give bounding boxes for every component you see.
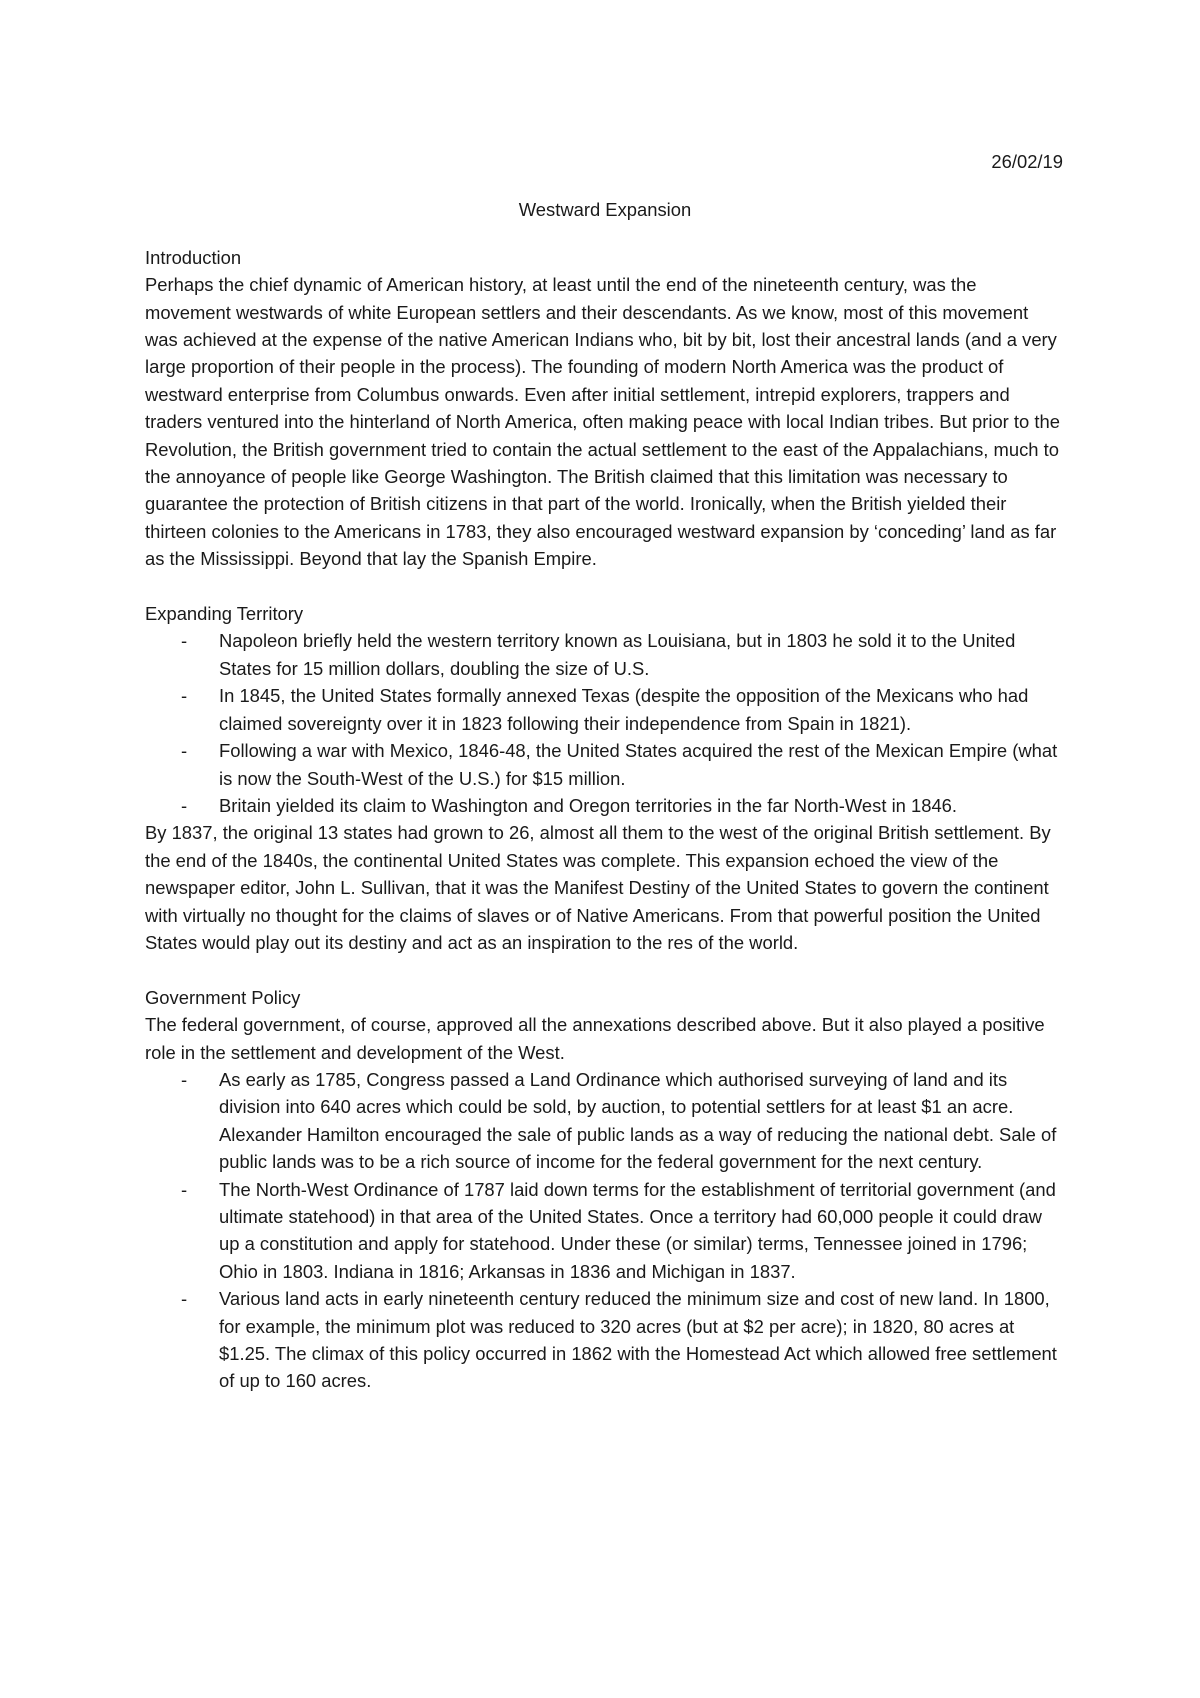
expanding-territory-heading: Expanding Territory — [145, 603, 304, 625]
document-date: 26/02/19 — [991, 151, 1063, 172]
introduction-heading: Introduction — [145, 246, 242, 268]
list-item: - Britain yielded its claim to Washington and Oregon territories in the far North-West in 1846. — [145, 792, 1085, 819]
government-policy-heading: Government Policy — [145, 986, 301, 1008]
document-title: Westward Expansion — [518, 199, 692, 221]
document-content — [145, 148, 1065, 1395]
expanding-territory-list — [145, 627, 1065, 819]
list-item: - Following a war with Mexico, 1846-48, the United States acquired the rest of the Mexican Empire (what is now the South-West of the U.S.) for $15 million. — [145, 737, 1065, 792]
expanding-territory-paragraph: By 1837, the original 13 states had grown to 26, almost all them to the west of the original British settlement. By the end of the 1840s, the continental United States was complete. This expansion echoed the view of the newspaper editor, John L. Sullivan, that it was the Manifest Destiny of the United States to govern the continent with virtually no thought for the claims of slaves or of Native Americans. From that powerful position the United States would play out its destiny and act as an inspiration to the res of the world. — [145, 822, 1051, 953]
list-item: - In 1845, the United States formally annexed Texas (despite the opposition of the Mexicans who had claimed sovereignty over it in 1823 following their independence from Spain in 1821). — [145, 682, 1065, 737]
list-item: - Napoleon briefly held the western territory known as Louisiana, but in 1803 he sold it to the United States for 15 million dollars, doubling the size of U.S. — [145, 627, 1065, 682]
government-policy-list — [145, 1066, 1065, 1395]
list-item: - Various land acts in early nineteenth century reduced the minimum size and cost of new land. In 1800, for example, the minimum plot was reduced to 320 acres (but at $2 per acre); in 1820, 80 acres at $1.25. The climax of this policy occurred in 1862 with the Homestead Act which allowed free settlement of up to 160 acres. — [145, 1285, 1065, 1395]
list-item: - As early as 1785, Congress passed a Land Ordinance which authorised surveying of land and its division into 640 acres which could be sold, by auction, to potential settlers for at least $1 an acre. Alexander Hamilton encouraged the sale of public lands as a way of reducing the national debt. Sale of public lands was to be a rich source of income for the federal government for the next century. — [145, 1066, 1065, 1176]
section-spacer — [145, 956, 1065, 983]
government-policy-paragraph: The federal government, of course, approved all the annexations described above. But it also played a positive role in the settlement and development of the West. — [145, 1014, 1045, 1063]
section-spacer — [145, 573, 1065, 600]
introduction-paragraph: Perhaps the chief dynamic of American history, at least until the end of the nineteenth century, was the movement westwards of white European settlers and their descendants. As we know, most of this movement was achieved at the expense of the native American Indians who, bit by bit, lost their ancestral lands (and a very large proportion of their people in the process). The founding of modern North America was the product of westward enterprise from Columbus onwards. Even after initial settlement, intrepid explorers, trappers and traders ventured into the hinterland of North America, often making peace with local Indian tribes. But prior to the Revolution, the British government tried to contain the actual settlement to the east of the Appalachians, much to the annoyance of people like George Washington. The British claimed that this limitation was necessary to guarantee the protection of British citizens in that part of the world. Ironically, when the British yielded their thirteen colonies to the Americans in 1783, they also encouraged westward expansion by ‘conceding’ land as far as the Mississippi. Beyond that lay the Spanish Empire. — [145, 274, 1060, 570]
list-item: - The North-West Ordinance of 1787 laid down terms for the establishment of territorial government (and ultimate statehood) in that area of the United States. Once a territory had 60,000 people it could draw up a constitution and apply for statehood. Under these (or similar) terms, Tennessee joined in 1796; Ohio in 1803. Indiana in 1816; Arkansas in 1836 and Michigan in 1837. — [145, 1176, 1065, 1286]
